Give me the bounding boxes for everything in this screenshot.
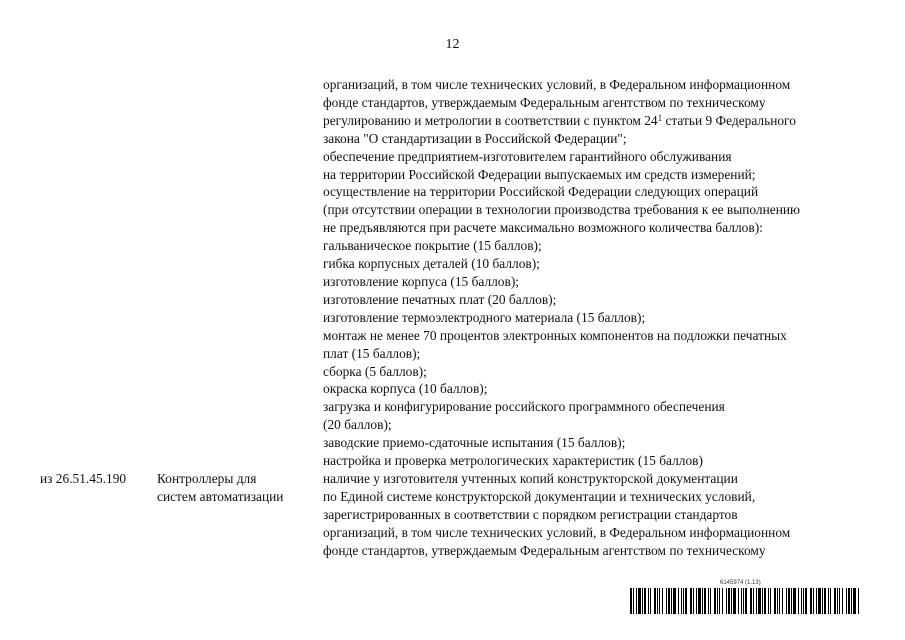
barcode-bar <box>851 588 852 614</box>
barcode-bar <box>816 588 817 614</box>
barcode-bar <box>678 588 679 614</box>
barcode-bar <box>696 588 697 614</box>
barcode-bar <box>708 588 709 614</box>
text-line: по Единой системе конструкторской документации и технических условий, <box>323 488 756 504</box>
text-line: осуществление на территории Российской Федерации следующих операций <box>323 184 759 200</box>
text-line: фонде стандартов, утверждаемым Федеральным агентством по техническому <box>323 94 766 110</box>
barcode-bar <box>768 588 769 614</box>
barcode-bar <box>659 588 660 614</box>
text-line: окраска корпуса (10 баллов); <box>323 381 488 397</box>
text-line: загрузка и конфигурирование российского программного обеспечения <box>323 399 725 415</box>
text-line: монтаж не менее 70 процентов электронных компонентов на подложки печатных <box>323 327 787 343</box>
barcode-bar <box>846 588 847 614</box>
text-line: наличие у изготовителя учтенных копий конструкторской документации <box>323 471 738 486</box>
barcode-bar <box>798 588 799 614</box>
barcode-bar <box>786 588 787 614</box>
barcode-bar <box>722 588 723 614</box>
barcode-bar <box>668 588 670 614</box>
barcode-bar <box>630 588 632 614</box>
barcode-bar <box>728 588 730 614</box>
barcode-bar <box>818 588 821 614</box>
barcode-bar <box>853 588 856 614</box>
barcode-bar <box>673 588 676 614</box>
page-number: 12 <box>445 37 460 52</box>
text-line: плат (15 баллов); <box>323 345 421 361</box>
barcode-bar <box>741 588 742 614</box>
barcode-bar <box>837 588 838 614</box>
barcode-bar <box>779 588 780 614</box>
barcode-bar <box>803 588 804 614</box>
barcode-bar <box>714 588 716 614</box>
text-line-with-footnote <box>323 112 868 130</box>
text-line: не предъявляются при расчете максимально возможного количества баллов): <box>323 220 763 236</box>
barcode-bar <box>683 588 684 614</box>
barcode-bar <box>636 588 637 614</box>
barcode-bar <box>791 588 792 614</box>
text-line: зарегистрированных в соответствии с порядком регистрации стандартов <box>323 506 738 522</box>
product-requirements <box>323 470 868 560</box>
barcode-bar <box>782 588 783 614</box>
barcode-bar <box>788 588 790 614</box>
continued-requirements <box>323 76 868 470</box>
barcode-bar <box>681 588 682 614</box>
barcode-bar <box>793 588 796 614</box>
barcode-bar <box>638 588 641 614</box>
barcode-bar <box>758 588 761 614</box>
barcode-bar <box>738 588 739 614</box>
barcode-bar <box>830 588 831 614</box>
barcode-bar <box>731 588 732 614</box>
barcode-bar <box>644 588 646 614</box>
text-line: на территории Российской Федерации выпускаемых им средств измерений; <box>323 166 756 182</box>
barcode-bar <box>704 588 706 614</box>
barcode-bar <box>671 588 672 614</box>
barcode-bar <box>777 588 778 614</box>
barcode-bar <box>717 588 718 614</box>
barcode-bar <box>685 588 687 614</box>
barcode-bar <box>774 588 776 614</box>
barcode-bar <box>710 588 711 614</box>
text-line: фонде стандартов, утверждаемым Федеральным агентством по техническому <box>323 542 766 558</box>
product-name-line: систем автоматизации <box>157 488 284 504</box>
barcode-bar <box>662 588 663 614</box>
barcode-bar <box>842 588 843 614</box>
barcode-bar <box>745 588 747 614</box>
text-segment: регулированию и метрологии в соответствии с пунктом 24 <box>323 112 658 128</box>
barcode-bar <box>750 588 752 614</box>
text-line: гибка корпусных деталей (10 баллов); <box>323 256 540 272</box>
text-line: обеспечение предприятием-изготовителем гарантийного обслуживания <box>323 148 732 164</box>
barcode-bar <box>834 588 836 614</box>
product-name <box>157 470 317 506</box>
product-code: из 26.51.45.190 <box>40 471 127 486</box>
barcode-bar <box>726 588 727 614</box>
text-line: сборка (5 баллов); <box>323 363 427 379</box>
text-line: настройка и проверка метрологических характеристик (15 баллов) <box>323 453 703 469</box>
barcode-bar <box>770 588 771 614</box>
barcode-bar <box>650 588 651 614</box>
barcode-image <box>630 588 861 614</box>
text-line: организаций, в том числе технических условий, в Федеральном информационном <box>323 77 791 92</box>
text-line: (20 баллов); <box>323 417 392 433</box>
text-line: заводские приемо-сдаточные испытания (15 баллов); <box>323 435 626 451</box>
barcode-label: 6145974 (1.13) <box>720 580 761 586</box>
barcode-bar <box>813 588 814 614</box>
barcode-bar <box>824 588 826 614</box>
barcode-bar <box>801 588 802 614</box>
barcode-bar <box>839 588 840 614</box>
text-segment: статьи 9 Федерального <box>662 112 796 128</box>
barcode-bar <box>666 588 667 614</box>
superscript: 1 <box>657 112 663 123</box>
barcode-bar <box>698 588 701 614</box>
barcode-bar <box>822 588 823 614</box>
barcode-bar <box>810 588 812 614</box>
text-line: закона "О стандартизации в Российской Федерации"; <box>323 130 627 146</box>
barcode-bar <box>764 588 766 614</box>
text-line: изготовление термоэлектродного материала (15 баллов); <box>323 309 646 325</box>
text-line: организаций, в том числе технических условий, в Федеральном информационном <box>323 524 791 540</box>
barcode-bar <box>828 588 829 614</box>
barcode-bar <box>642 588 643 614</box>
barcode-bar <box>733 588 736 614</box>
barcode-bar <box>848 588 850 614</box>
barcode-bar <box>762 588 763 614</box>
text-line: изготовление печатных плат (20 баллов); <box>323 291 557 307</box>
barcode-bar <box>858 588 859 614</box>
text-line: (при отсутствии операции в технологии производства требования к ее выполнению <box>323 202 801 218</box>
barcode-bar <box>719 588 720 614</box>
barcode-bar <box>743 588 744 614</box>
barcode-bar <box>633 588 634 614</box>
barcode-bar <box>693 588 694 614</box>
text-line: изготовление корпуса (15 баллов); <box>323 273 520 289</box>
barcode-bar <box>805 588 807 614</box>
barcode-bar <box>756 588 757 614</box>
text-line: гальваническое покрытие (15 баллов); <box>323 238 542 254</box>
barcode-bar <box>648 588 649 614</box>
product-name-line: Контроллеры для <box>157 471 257 486</box>
barcode-bar <box>690 588 692 614</box>
barcode-bar <box>654 588 656 614</box>
barcode-bar <box>753 588 754 614</box>
barcode-bar <box>702 588 703 614</box>
barcode-bar <box>657 588 658 614</box>
